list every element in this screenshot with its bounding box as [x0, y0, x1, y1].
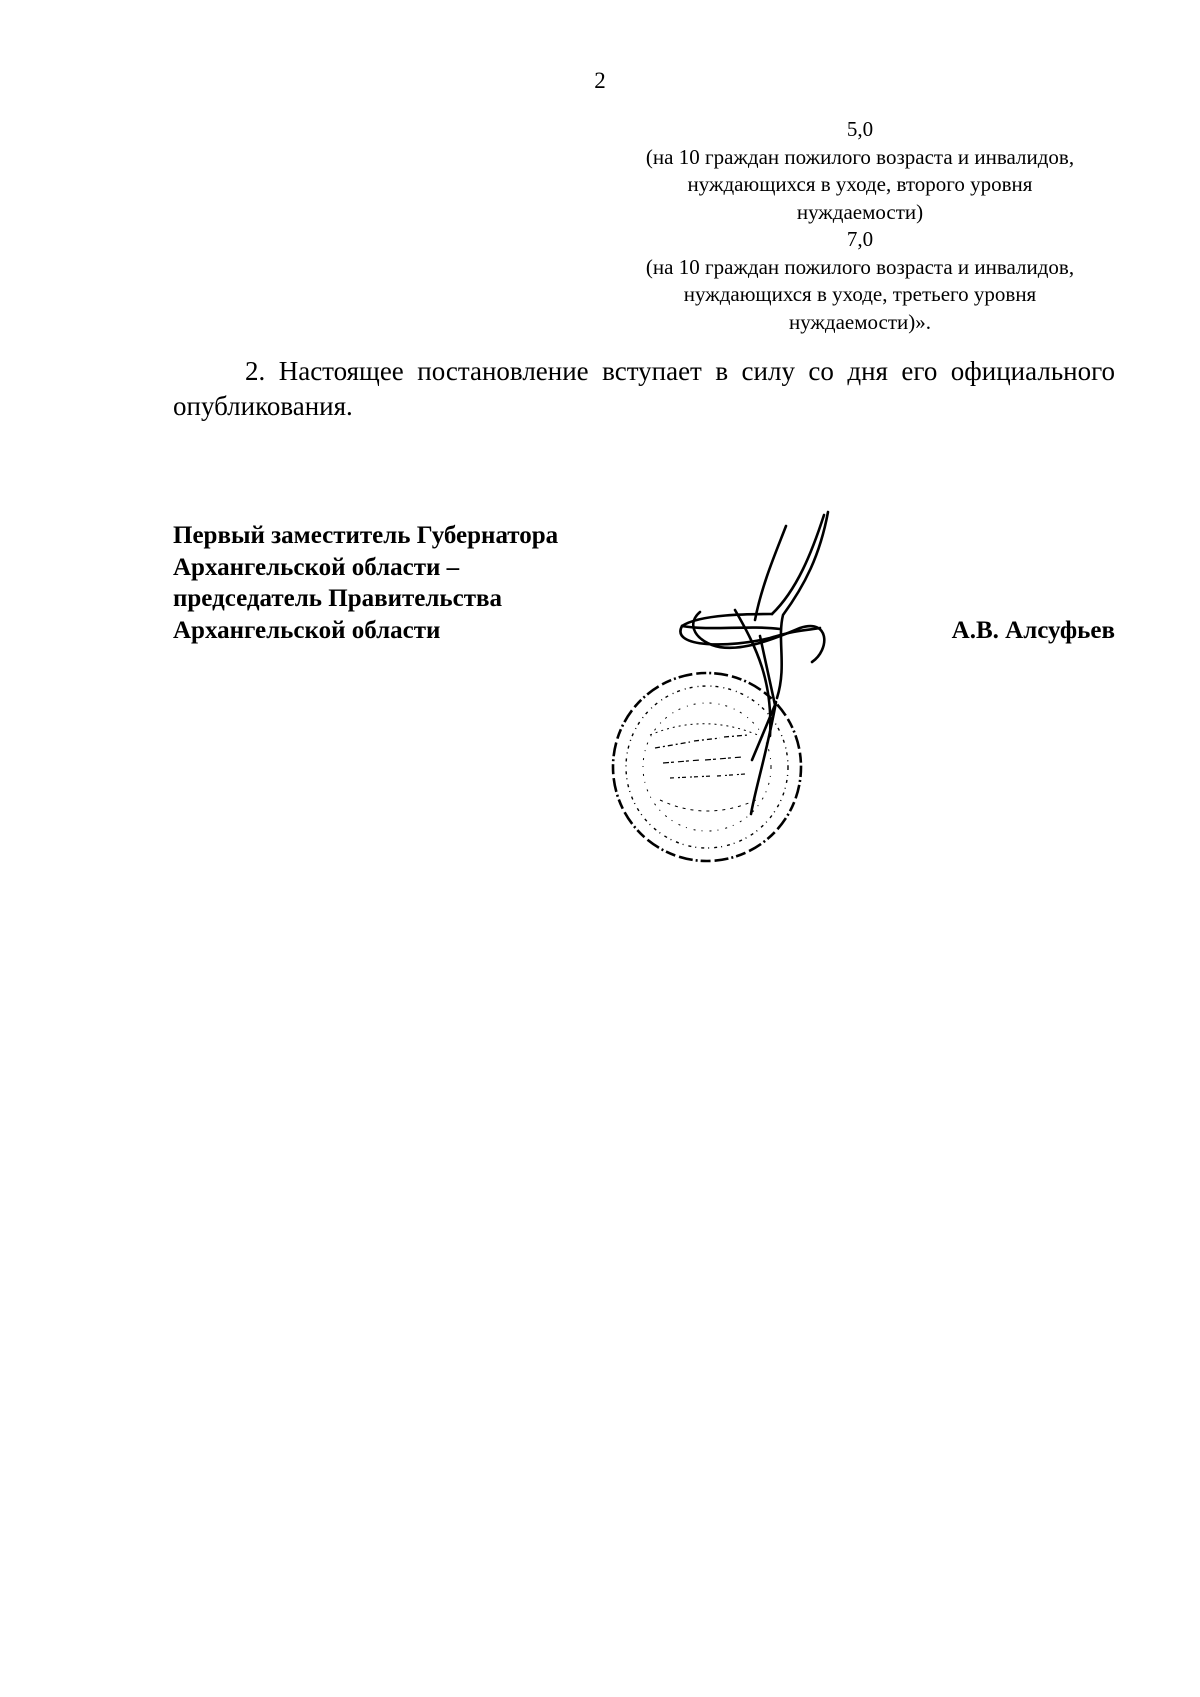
table-note-line: нуждающихся в уходе, третьего уровня [683, 282, 1037, 306]
signer-name: А.В. Алсуфьев [951, 617, 1115, 644]
table-value-line: 5,0 [846, 117, 874, 141]
signatory-title-line: Архангельской области [173, 616, 441, 644]
table-note-line: (на 10 граждан пожилого возраста и инвалидов, [645, 144, 1075, 169]
table-note-line: нуждаемости)». [788, 309, 932, 334]
table-note-line: (на 10 граждан пожилого возраста и инвалидов, [645, 254, 1075, 279]
official-seal-icon [613, 673, 801, 861]
effective-date-paragraph: 2. Настоящее постановление вступает в силу со дня его официального опубликования. [173, 356, 1115, 421]
signatory-title-line: председатель Правительства [173, 585, 503, 612]
table-continuation [600, 116, 1120, 336]
signatory-title-line: Архангельской области – [173, 553, 460, 581]
table-note-line: нуждающихся в уходе, второго уровня [687, 172, 1033, 196]
seal-and-signature [600, 505, 880, 875]
signatory-title-line: Первый заместитель Губернатора [173, 522, 559, 549]
table-value-line: 7,0 [846, 227, 874, 251]
signatory-title [173, 520, 653, 646]
page-number: 2 [594, 68, 606, 93]
handwritten-signature-icon [680, 512, 828, 814]
table-note-line: нуждаемости) [796, 199, 924, 224]
